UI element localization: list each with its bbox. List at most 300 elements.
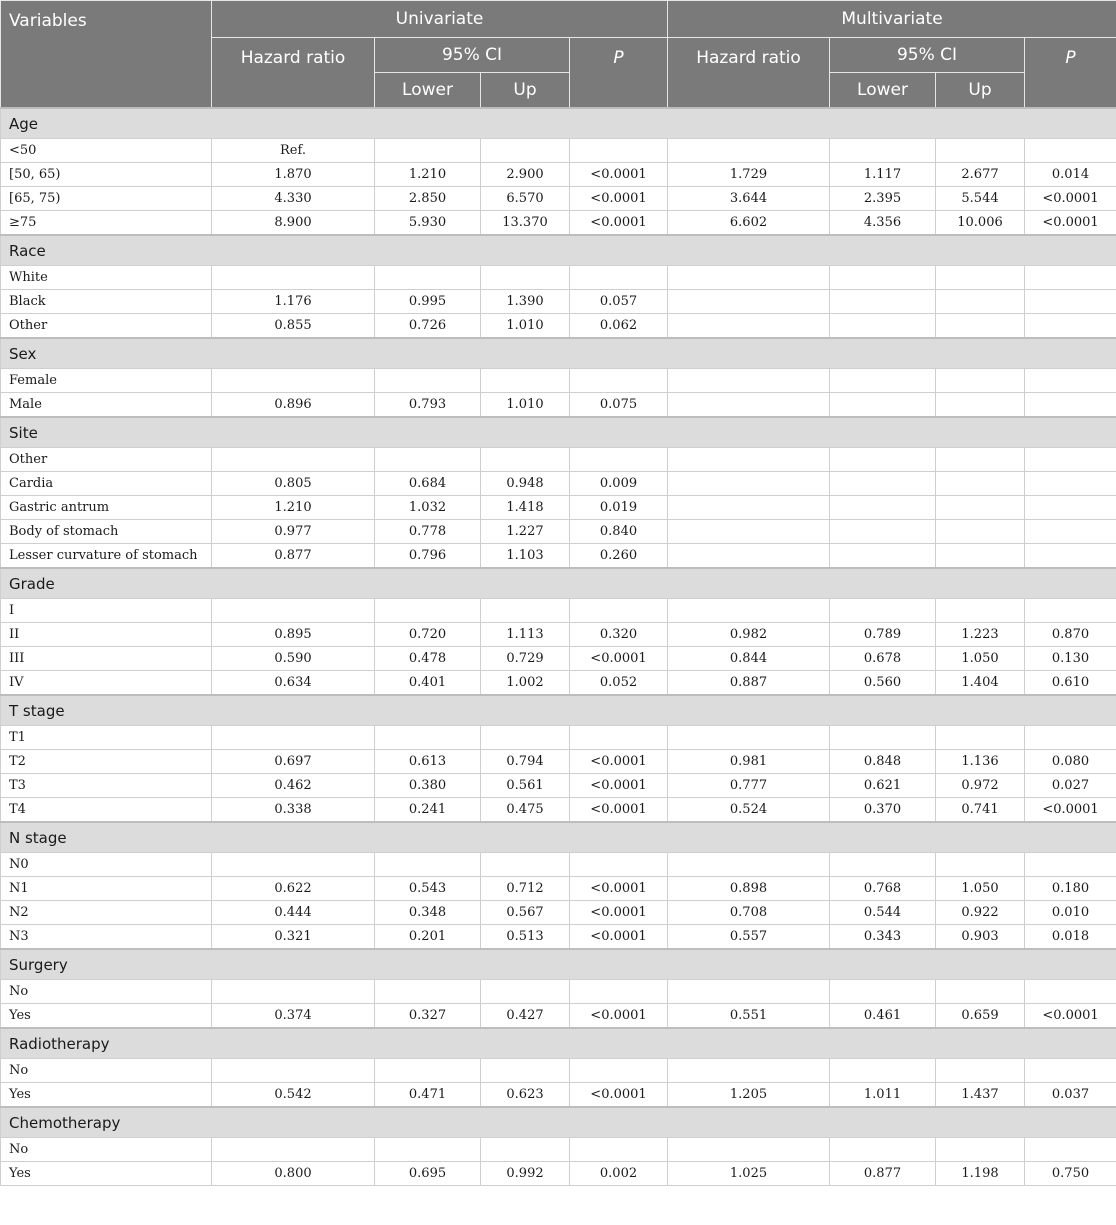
- multivariate-ci-up-cell: 0.741: [936, 798, 1025, 823]
- univariate-p-value-cell: 0.840: [570, 520, 668, 544]
- section-row: [1, 235, 1116, 266]
- multivariate-p-value-cell: [1025, 853, 1116, 877]
- univariate-ci-lower-cell: 0.327: [375, 1004, 481, 1029]
- section-row: [1, 1107, 1116, 1138]
- multivariate-hazard-ratio-cell: [668, 520, 830, 544]
- univariate-p-value-cell: <0.0001: [570, 647, 668, 671]
- multivariate-hazard-ratio-cell: 3.644: [668, 187, 830, 211]
- univariate-ci-up-cell: 0.712: [481, 877, 570, 901]
- univariate-ci-lower-cell: 0.695: [375, 1162, 481, 1186]
- univariate-ci-up-cell: 1.113: [481, 623, 570, 647]
- multivariate-p-value-cell: 0.027: [1025, 774, 1116, 798]
- univariate-hazard-ratio-cell: 0.542: [212, 1083, 375, 1108]
- multivariate-hazard-ratio-cell: [668, 1059, 830, 1083]
- multivariate-ci-lower-cell: 0.678: [830, 647, 936, 671]
- row-label: No: [1, 980, 212, 1004]
- table-row: [1, 726, 1116, 750]
- univariate-ci-lower-cell: 0.380: [375, 774, 481, 798]
- multivariate-hazard-ratio-cell: 0.557: [668, 925, 830, 950]
- row-label: Yes: [1, 1083, 212, 1108]
- multivariate-ci-lower-cell: 4.356: [830, 211, 936, 236]
- univariate-ci-lower-cell: 0.478: [375, 647, 481, 671]
- multivariate-ci-lower-cell: 1.011: [830, 1083, 936, 1108]
- univariate-ci-up-cell: 0.729: [481, 647, 570, 671]
- multivariate-p-value-cell: 0.080: [1025, 750, 1116, 774]
- section-title: Grade: [1, 568, 1116, 599]
- univariate-hazard-ratio-cell: 0.374: [212, 1004, 375, 1029]
- multivariate-hazard-ratio-cell: [668, 139, 830, 163]
- table-row: [1, 472, 1116, 496]
- multivariate-hazard-ratio-cell: [668, 314, 830, 339]
- univariate-header: Univariate: [212, 1, 668, 38]
- table-row: [1, 520, 1116, 544]
- multivariate-p-value-cell: [1025, 1059, 1116, 1083]
- row-label: White: [1, 266, 212, 290]
- univariate-ci-up-cell: 0.427: [481, 1004, 570, 1029]
- univariate-p-value-cell: <0.0001: [570, 1004, 668, 1029]
- section-row: [1, 822, 1116, 853]
- row-label: Gastric antrum: [1, 496, 212, 520]
- multivariate-ci-lower-cell: 0.768: [830, 877, 936, 901]
- variables-header: Variables: [1, 1, 212, 109]
- multivariate-ci-lower-cell: 0.343: [830, 925, 936, 950]
- multivariate-hazard-ratio-cell: 0.887: [668, 671, 830, 696]
- row-label: T2: [1, 750, 212, 774]
- multivariate-p-value-cell: <0.0001: [1025, 798, 1116, 823]
- univariate-ci-up-cell: 2.900: [481, 163, 570, 187]
- table-row: [1, 448, 1116, 472]
- multivariate-ci-lower-cell: 0.560: [830, 671, 936, 696]
- univariate-ci-up-cell: 0.513: [481, 925, 570, 950]
- univariate-ci-up-cell: 1.227: [481, 520, 570, 544]
- multivariate-hazard-ratio-cell: [668, 853, 830, 877]
- univariate-ci-lower-cell: 0.793: [375, 393, 481, 418]
- univariate-p-value-cell: <0.0001: [570, 901, 668, 925]
- univariate-ci-header: 95% CI: [375, 38, 570, 73]
- multivariate-ci-header: 95% CI: [830, 38, 1025, 73]
- multivariate-p-value-cell: [1025, 980, 1116, 1004]
- table-row: [1, 163, 1116, 187]
- multivariate-p-value-cell: [1025, 448, 1116, 472]
- multivariate-hazard-ratio-cell: 0.551: [668, 1004, 830, 1029]
- multivariate-p-value-cell: [1025, 520, 1116, 544]
- row-label: Cardia: [1, 472, 212, 496]
- multivariate-hazard-ratio-cell: 0.898: [668, 877, 830, 901]
- univariate-ci-up-cell: 1.010: [481, 393, 570, 418]
- univariate-ci-up-cell: [481, 139, 570, 163]
- section-row: [1, 338, 1116, 369]
- univariate-p-value-cell: [570, 1059, 668, 1083]
- table-row: [1, 925, 1116, 950]
- multivariate-ci-up-cell: 0.903: [936, 925, 1025, 950]
- section-title: T stage: [1, 695, 1116, 726]
- multivariate-hazard-ratio-cell: 0.982: [668, 623, 830, 647]
- univariate-hazard-ratio-cell: [212, 266, 375, 290]
- multivariate-ci-lower-cell: [830, 314, 936, 339]
- multivariate-p-value-cell: 0.870: [1025, 623, 1116, 647]
- multivariate-hazard-ratio-cell: 6.602: [668, 211, 830, 236]
- univariate-p-value-cell: [570, 139, 668, 163]
- univariate-hazard-ratio-cell: 0.634: [212, 671, 375, 696]
- table-row: [1, 1059, 1116, 1083]
- multivariate-ci-lower-cell: 0.370: [830, 798, 936, 823]
- univariate-ci-lower-cell: 0.201: [375, 925, 481, 950]
- table-row: [1, 139, 1116, 163]
- multivariate-p-value-cell: 0.130: [1025, 647, 1116, 671]
- univariate-hazard-ratio-cell: [212, 448, 375, 472]
- multivariate-ci-up-cell: 0.922: [936, 901, 1025, 925]
- univariate-p-value-cell: <0.0001: [570, 1083, 668, 1108]
- multivariate-ci-up-cell: 1.136: [936, 750, 1025, 774]
- row-label: Body of stomach: [1, 520, 212, 544]
- multivariate-ci-lower-cell: [830, 1138, 936, 1162]
- univariate-hazard-ratio-cell: 0.855: [212, 314, 375, 339]
- row-label: ≥75: [1, 211, 212, 236]
- row-label: No: [1, 1059, 212, 1083]
- table-row: [1, 187, 1116, 211]
- univariate-ci-lower-cell: [375, 853, 481, 877]
- multivariate-ci-up-cell: 1.437: [936, 1083, 1025, 1108]
- univariate-ci-lower-cell: [375, 726, 481, 750]
- multivariate-ci-up-cell: [936, 496, 1025, 520]
- section-row: [1, 108, 1116, 139]
- row-label: T3: [1, 774, 212, 798]
- multivariate-hazard-ratio-cell: 0.981: [668, 750, 830, 774]
- table-row: [1, 901, 1116, 925]
- univariate-hazard-ratio-cell: 1.176: [212, 290, 375, 314]
- univariate-ci-up-cell: 1.418: [481, 496, 570, 520]
- univariate-ci-lower-cell: [375, 448, 481, 472]
- univariate-ci-up-cell: 0.561: [481, 774, 570, 798]
- table-row: [1, 266, 1116, 290]
- univariate-ci-up-cell: 0.794: [481, 750, 570, 774]
- table-row: [1, 853, 1116, 877]
- multivariate-p-value-cell: [1025, 726, 1116, 750]
- multivariate-p-value-cell: 0.610: [1025, 671, 1116, 696]
- univariate-p-value-cell: [570, 1138, 668, 1162]
- multivariate-ci-lower-cell: [830, 520, 936, 544]
- table-row: [1, 290, 1116, 314]
- multivariate-hazard-ratio-cell: 1.205: [668, 1083, 830, 1108]
- multivariate-p-value-cell: [1025, 472, 1116, 496]
- univariate-ci-up-cell: 0.992: [481, 1162, 570, 1186]
- univariate-ci-lower-cell: 0.401: [375, 671, 481, 696]
- table-row: [1, 877, 1116, 901]
- multivariate-p-value-cell: <0.0001: [1025, 211, 1116, 236]
- multivariate-hazard-ratio-cell: [668, 496, 830, 520]
- multivariate-ci-lower-cell: [830, 599, 936, 623]
- multivariate-p-value-cell: 0.037: [1025, 1083, 1116, 1108]
- univariate-ci-lower-cell: [375, 980, 481, 1004]
- univariate-hazard-ratio-cell: 0.622: [212, 877, 375, 901]
- row-label: T1: [1, 726, 212, 750]
- multivariate-ci-up-cell: 1.404: [936, 671, 1025, 696]
- multivariate-ci-up-cell: [936, 139, 1025, 163]
- multivariate-ci-lower-cell: 0.877: [830, 1162, 936, 1186]
- univariate-p-value-cell: 0.062: [570, 314, 668, 339]
- univariate-ci-lower-cell: 0.720: [375, 623, 481, 647]
- multivariate-ci-lower-cell: 0.621: [830, 774, 936, 798]
- row-label: IV: [1, 671, 212, 696]
- row-label: Female: [1, 369, 212, 393]
- row-label: Yes: [1, 1004, 212, 1029]
- multivariate-ci-lower-cell: [830, 266, 936, 290]
- section-title: N stage: [1, 822, 1116, 853]
- multivariate-hazard-ratio-cell: [668, 290, 830, 314]
- multivariate-ci-lower-cell: [830, 139, 936, 163]
- multivariate-hazard-ratio-cell: [668, 448, 830, 472]
- section-row: [1, 568, 1116, 599]
- univariate-p-value-cell: [570, 853, 668, 877]
- multivariate-ci-up-cell: 1.050: [936, 647, 1025, 671]
- table-row: [1, 1162, 1116, 1186]
- univariate-p-value-cell: 0.057: [570, 290, 668, 314]
- multivariate-hazard-ratio-cell: [668, 980, 830, 1004]
- univariate-ci-lower-cell: [375, 139, 481, 163]
- multivariate-ci-up-cell: [936, 520, 1025, 544]
- section-title: Race: [1, 235, 1116, 266]
- multivariate-ci-up-cell: [936, 472, 1025, 496]
- univariate-ci-lower-cell: 2.850: [375, 187, 481, 211]
- univariate-hazard-ratio-cell: 0.895: [212, 623, 375, 647]
- univariate-p-value-cell: 0.002: [570, 1162, 668, 1186]
- univariate-p-value-cell: 0.009: [570, 472, 668, 496]
- univariate-hazard-ratio-cell: 0.800: [212, 1162, 375, 1186]
- row-label: III: [1, 647, 212, 671]
- multivariate-ci-up-cell: 1.198: [936, 1162, 1025, 1186]
- univariate-p-value-cell: [570, 266, 668, 290]
- univariate-p-value-cell: <0.0001: [570, 187, 668, 211]
- multivariate-hazard-ratio-cell: 1.025: [668, 1162, 830, 1186]
- multivariate-p-header: P: [1025, 38, 1116, 109]
- univariate-ci-up-cell: [481, 980, 570, 1004]
- multivariate-ci-lower-cell: 2.395: [830, 187, 936, 211]
- univariate-ci-up-cell: 1.010: [481, 314, 570, 339]
- table-header: [1, 1, 1116, 109]
- univariate-ci-up-cell: [481, 1059, 570, 1083]
- multivariate-ci-up-cell: 10.006: [936, 211, 1025, 236]
- univariate-ci-up-cell: 6.570: [481, 187, 570, 211]
- multivariate-ci-up-cell: [936, 448, 1025, 472]
- multivariate-p-value-cell: <0.0001: [1025, 1004, 1116, 1029]
- univariate-hazard-ratio-cell: [212, 853, 375, 877]
- univariate-p-value-cell: <0.0001: [570, 925, 668, 950]
- univariate-hazard-ratio-cell: 0.444: [212, 901, 375, 925]
- univariate-ci-up-cell: 0.567: [481, 901, 570, 925]
- multivariate-ci-lower-cell: 0.848: [830, 750, 936, 774]
- univariate-p-value-cell: [570, 726, 668, 750]
- section-row: [1, 949, 1116, 980]
- univariate-hazard-ratio-cell: 4.330: [212, 187, 375, 211]
- multivariate-ci-lower-cell: [830, 369, 936, 393]
- multivariate-hazard-ratio-cell: 0.708: [668, 901, 830, 925]
- section-row: [1, 1028, 1116, 1059]
- univariate-lower-header: Lower: [375, 73, 481, 109]
- univariate-hazard-ratio-cell: [212, 980, 375, 1004]
- multivariate-p-value-cell: 0.180: [1025, 877, 1116, 901]
- multivariate-hazard-ratio-header: Hazard ratio: [668, 38, 830, 109]
- univariate-hazard-ratio-cell: [212, 599, 375, 623]
- univariate-ci-lower-cell: 5.930: [375, 211, 481, 236]
- table-row: [1, 671, 1116, 696]
- univariate-p-value-cell: 0.075: [570, 393, 668, 418]
- multivariate-hazard-ratio-cell: [668, 544, 830, 569]
- row-label: N3: [1, 925, 212, 950]
- table-row: [1, 647, 1116, 671]
- univariate-ci-lower-cell: 0.348: [375, 901, 481, 925]
- multivariate-hazard-ratio-cell: [668, 472, 830, 496]
- multivariate-ci-up-cell: [936, 980, 1025, 1004]
- multivariate-lower-header: Lower: [830, 73, 936, 109]
- row-label: [50, 65): [1, 163, 212, 187]
- multivariate-hazard-ratio-cell: [668, 599, 830, 623]
- multivariate-hazard-ratio-cell: 0.524: [668, 798, 830, 823]
- multivariate-p-value-cell: [1025, 139, 1116, 163]
- table-row: [1, 599, 1116, 623]
- univariate-hazard-ratio-cell: [212, 369, 375, 393]
- multivariate-hazard-ratio-cell: 1.729: [668, 163, 830, 187]
- multivariate-ci-lower-cell: [830, 853, 936, 877]
- univariate-hazard-ratio-cell: 0.590: [212, 647, 375, 671]
- univariate-hazard-ratio-cell: Ref.: [212, 139, 375, 163]
- univariate-ci-lower-cell: 0.613: [375, 750, 481, 774]
- multivariate-ci-lower-cell: [830, 544, 936, 569]
- multivariate-ci-up-cell: 5.544: [936, 187, 1025, 211]
- univariate-p-value-cell: 0.320: [570, 623, 668, 647]
- multivariate-p-value-cell: [1025, 314, 1116, 339]
- multivariate-ci-lower-cell: [830, 980, 936, 1004]
- multivariate-ci-lower-cell: 1.117: [830, 163, 936, 187]
- multivariate-ci-up-cell: [936, 1138, 1025, 1162]
- multivariate-ci-lower-cell: [830, 472, 936, 496]
- multivariate-p-value-cell: 0.018: [1025, 925, 1116, 950]
- univariate-ci-lower-cell: 0.684: [375, 472, 481, 496]
- multivariate-hazard-ratio-cell: [668, 266, 830, 290]
- row-label: II: [1, 623, 212, 647]
- univariate-ci-up-cell: [481, 266, 570, 290]
- multivariate-hazard-ratio-cell: [668, 1138, 830, 1162]
- multivariate-p-value-cell: <0.0001: [1025, 187, 1116, 211]
- multivariate-p-value-cell: [1025, 266, 1116, 290]
- univariate-ci-up-cell: 1.390: [481, 290, 570, 314]
- multivariate-hazard-ratio-cell: [668, 726, 830, 750]
- univariate-hazard-ratio-cell: 0.877: [212, 544, 375, 569]
- multivariate-header: Multivariate: [668, 1, 1116, 38]
- univariate-hazard-ratio-cell: 0.697: [212, 750, 375, 774]
- row-label: Yes: [1, 1162, 212, 1186]
- univariate-p-value-cell: <0.0001: [570, 877, 668, 901]
- multivariate-ci-lower-cell: [830, 393, 936, 418]
- row-label: Black: [1, 290, 212, 314]
- table-body: [1, 108, 1116, 1186]
- multivariate-ci-up-cell: [936, 544, 1025, 569]
- section-row: [1, 417, 1116, 448]
- univariate-p-value-cell: [570, 599, 668, 623]
- univariate-ci-lower-cell: 0.778: [375, 520, 481, 544]
- multivariate-ci-lower-cell: 0.461: [830, 1004, 936, 1029]
- row-label: [65, 75): [1, 187, 212, 211]
- univariate-hazard-ratio-header: Hazard ratio: [212, 38, 375, 109]
- row-label: T4: [1, 798, 212, 823]
- univariate-hazard-ratio-cell: 8.900: [212, 211, 375, 236]
- multivariate-p-value-cell: 0.750: [1025, 1162, 1116, 1186]
- multivariate-p-value-cell: [1025, 544, 1116, 569]
- univariate-p-value-cell: [570, 980, 668, 1004]
- univariate-ci-lower-cell: [375, 1059, 481, 1083]
- row-label: N1: [1, 877, 212, 901]
- multivariate-ci-lower-cell: [830, 726, 936, 750]
- univariate-p-value-cell: <0.0001: [570, 798, 668, 823]
- multivariate-ci-up-cell: 0.972: [936, 774, 1025, 798]
- table-row: [1, 980, 1116, 1004]
- univariate-p-value-cell: <0.0001: [570, 774, 668, 798]
- table-row: [1, 369, 1116, 393]
- table-row: [1, 544, 1116, 569]
- multivariate-ci-lower-cell: [830, 290, 936, 314]
- univariate-p-value-cell: [570, 369, 668, 393]
- univariate-p-header: P: [570, 38, 668, 109]
- univariate-ci-lower-cell: [375, 599, 481, 623]
- univariate-ci-up-cell: 1.103: [481, 544, 570, 569]
- multivariate-ci-up-cell: 2.677: [936, 163, 1025, 187]
- section-row: [1, 695, 1116, 726]
- table-row: [1, 774, 1116, 798]
- multivariate-hazard-ratio-cell: 0.844: [668, 647, 830, 671]
- multivariate-ci-up-cell: 1.050: [936, 877, 1025, 901]
- univariate-hazard-ratio-cell: [212, 726, 375, 750]
- univariate-ci-up-cell: 0.475: [481, 798, 570, 823]
- row-label: Other: [1, 448, 212, 472]
- table-row: [1, 1138, 1116, 1162]
- univariate-ci-lower-cell: 0.796: [375, 544, 481, 569]
- univariate-hazard-ratio-cell: [212, 1138, 375, 1162]
- univariate-ci-up-cell: [481, 726, 570, 750]
- univariate-p-value-cell: 0.019: [570, 496, 668, 520]
- section-title: Sex: [1, 338, 1116, 369]
- univariate-hazard-ratio-cell: 0.896: [212, 393, 375, 418]
- table-row: [1, 211, 1116, 236]
- multivariate-hazard-ratio-cell: [668, 393, 830, 418]
- univariate-ci-up-cell: 0.948: [481, 472, 570, 496]
- row-label: Other: [1, 314, 212, 339]
- multivariate-ci-up-cell: [936, 393, 1025, 418]
- multivariate-ci-up-cell: 0.659: [936, 1004, 1025, 1029]
- multivariate-p-value-cell: [1025, 393, 1116, 418]
- multivariate-ci-lower-cell: 0.544: [830, 901, 936, 925]
- row-label: N0: [1, 853, 212, 877]
- multivariate-ci-up-cell: [936, 290, 1025, 314]
- univariate-ci-up-cell: [481, 853, 570, 877]
- univariate-ci-up-cell: 0.623: [481, 1083, 570, 1108]
- univariate-ci-up-cell: [481, 1138, 570, 1162]
- table-row: [1, 1083, 1116, 1108]
- row-label: N2: [1, 901, 212, 925]
- row-label: No: [1, 1138, 212, 1162]
- univariate-p-value-cell: [570, 448, 668, 472]
- univariate-ci-up-cell: 13.370: [481, 211, 570, 236]
- univariate-ci-lower-cell: 0.471: [375, 1083, 481, 1108]
- multivariate-ci-up-cell: [936, 853, 1025, 877]
- section-title: Age: [1, 108, 1116, 139]
- table-row: [1, 393, 1116, 418]
- multivariate-ci-lower-cell: 0.789: [830, 623, 936, 647]
- univariate-ci-up-cell: [481, 599, 570, 623]
- multivariate-p-value-cell: [1025, 496, 1116, 520]
- univariate-ci-up-cell: 1.002: [481, 671, 570, 696]
- row-label: I: [1, 599, 212, 623]
- row-label: <50: [1, 139, 212, 163]
- table-row: [1, 1004, 1116, 1029]
